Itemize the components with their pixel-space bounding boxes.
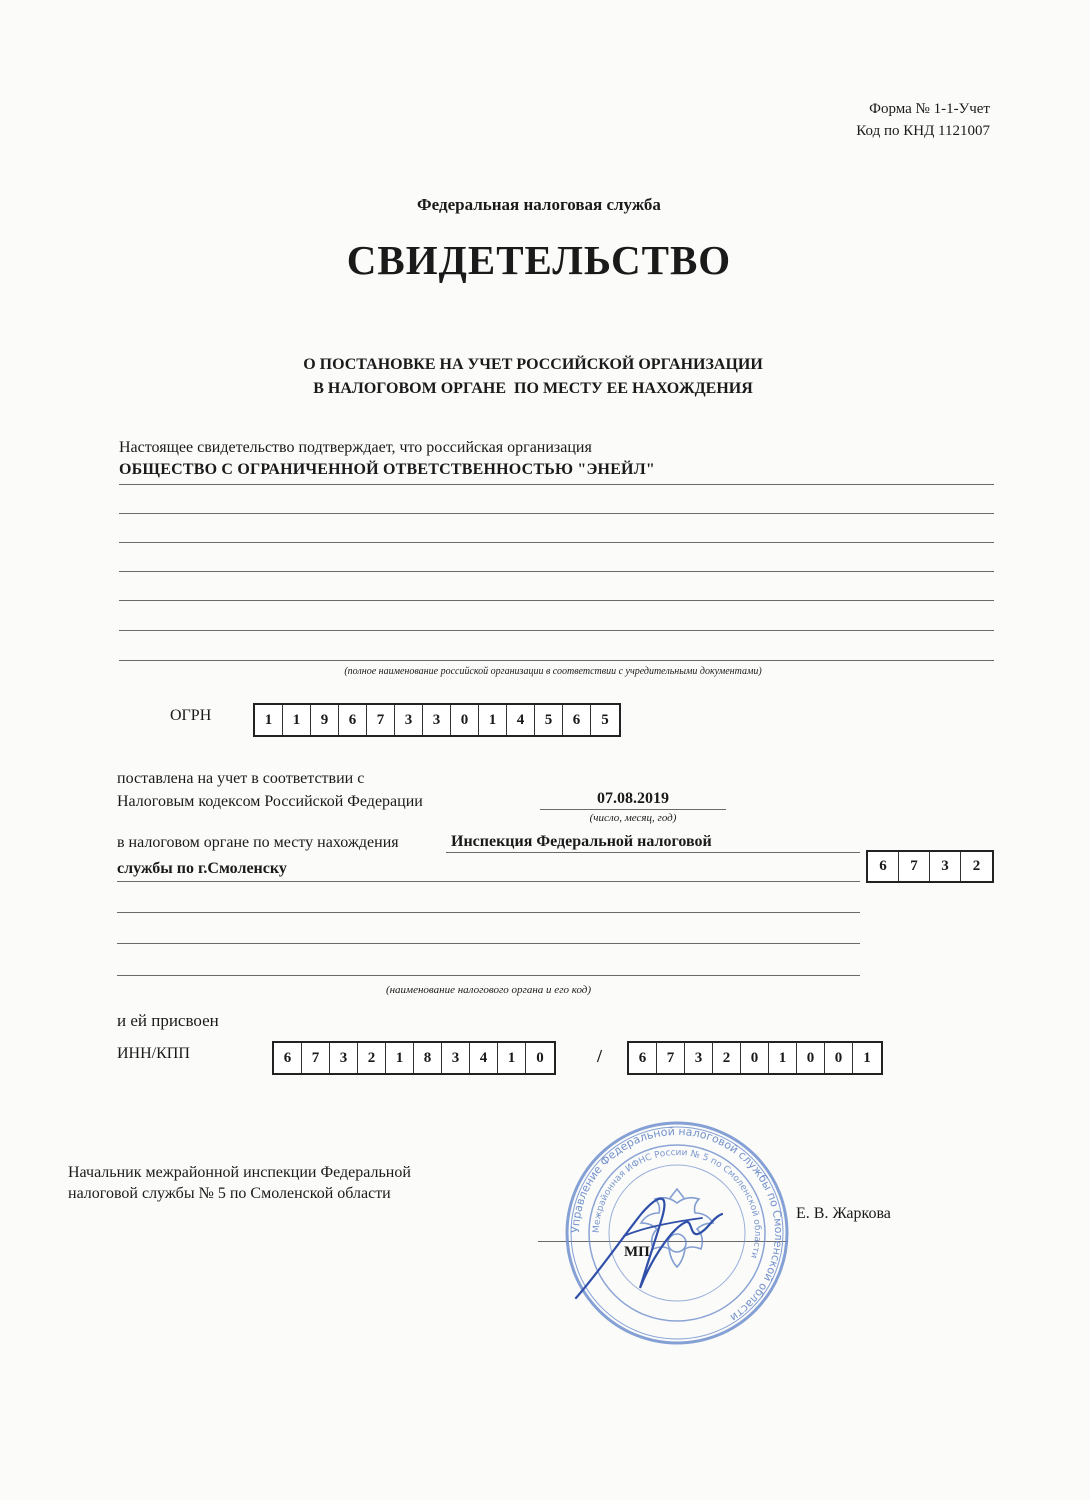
org-line-3: [119, 542, 994, 543]
kpp-digit: 0: [797, 1043, 825, 1073]
ogrn-digit: 5: [601, 711, 609, 728]
inn-digit: 4: [470, 1043, 498, 1073]
inn-digit: 3: [330, 1043, 358, 1073]
document-subtitle: [0, 353, 1066, 401]
org-line-2: [119, 513, 994, 514]
kpp-digit: 0: [825, 1043, 853, 1073]
authority-code-digit: 7: [899, 852, 930, 881]
subtitle-line-1: О ПОСТАНОВКЕ НА УЧЕТ РОССИЙСКОЙ ОРГАНИЗАЦИИ: [303, 356, 763, 373]
ogrn-digit: 3: [423, 705, 451, 735]
position-line-2: налоговой службы № 5 по Смоленской области: [68, 1185, 391, 1202]
org-line-4: [119, 571, 994, 572]
inn-digit: 8: [414, 1043, 442, 1073]
kpp-digit: 7: [657, 1043, 685, 1073]
ogrn-digit: 0: [451, 705, 479, 735]
kpp-digit: 0: [741, 1043, 769, 1073]
ogrn-digit: 3: [395, 705, 423, 735]
kpp-digit: 6: [629, 1043, 657, 1073]
inn-digit: 1: [498, 1043, 526, 1073]
registered-line-2: Налоговым кодексом Российской Федерации: [117, 793, 423, 810]
kpp-digit: 2: [713, 1043, 741, 1073]
date-line: [540, 809, 726, 810]
ogrn-digit: 1: [283, 705, 311, 735]
ogrn-digit: 1: [255, 705, 283, 735]
inn-boxes: [272, 1041, 556, 1075]
position-line-1: Начальник межрайонной инспекции Федеральной: [68, 1164, 411, 1181]
date-note: (число, месяц, год): [589, 812, 677, 824]
authority-code-digit: 3: [930, 852, 961, 881]
inn-digit: 6: [274, 1043, 302, 1073]
signatory-name: Е. В. Жаркова: [796, 1205, 891, 1222]
authority-note: (наименование налогового органа и его код): [385, 984, 592, 996]
ogrn-digit: 9: [311, 705, 339, 735]
inn-digit: 2: [358, 1043, 386, 1073]
org-name-note: (полное наименование российской организации в соответствии с учредительными документами): [344, 666, 762, 677]
intro-text: Настоящее свидетельство подтверждает, что российская организация: [119, 439, 592, 456]
authority-code-boxes: [866, 850, 994, 883]
mp-mark: МП: [624, 1244, 650, 1260]
inn-kpp-separator: /: [597, 1046, 603, 1066]
org-line-1: [119, 484, 994, 485]
inn-digit: 0: [536, 1049, 544, 1066]
registration-date: 07.08.2019: [597, 790, 669, 807]
authority-line-4: [117, 943, 860, 944]
kpp-digit: 1: [769, 1043, 797, 1073]
authority-name-2: службы по г.Смоленску: [117, 860, 287, 877]
org-line-7: [119, 660, 994, 661]
authority-line-2: [117, 881, 860, 882]
svg-text:Межрайонная ИФНС России № 5 по: Межрайонная ИФНС России № 5 по Смоленской области: [591, 1147, 763, 1260]
ogrn-label: ОГРН: [170, 707, 212, 724]
subtitle-line-2: В НАЛОГОВОМ ОРГАНЕ ПО МЕСТУ ЕЕ НАХОЖДЕНИЯ: [313, 380, 753, 397]
authority-line-1: [446, 852, 860, 853]
document-title: СВИДЕТЕЛЬСТВО: [346, 237, 732, 283]
registered-line-1: поставлена на учет в соответствии с: [117, 770, 365, 787]
kpp-digit: 1: [863, 1049, 871, 1066]
official-seal-stamp: [562, 1118, 792, 1348]
kpp-boxes: [627, 1041, 883, 1075]
organization-name: ОБЩЕСТВО С ОГРАНИЧЕННОЙ ОТВЕТСТВЕННОСТЬЮ "ЭНЕЙЛ": [119, 461, 655, 478]
kpp-digit: 3: [685, 1043, 713, 1073]
agency-name: Федеральная налоговая служба: [417, 195, 661, 214]
ogrn-digit: 1: [479, 705, 507, 735]
inn-digit: 1: [386, 1043, 414, 1073]
svg-text:Управление Федеральной налогов: Управление Федеральной налоговой службы по Смоленской области: [568, 1124, 786, 1325]
authority-label: в налоговом органе по месту нахождения: [117, 834, 399, 851]
form-meta: [856, 98, 990, 142]
org-line-5: [119, 600, 994, 601]
ogrn-digit: 6: [339, 705, 367, 735]
ogrn-digit: 4: [507, 705, 535, 735]
assigned-text: и ей присвоен: [117, 1011, 219, 1030]
authority-line-5: [117, 975, 860, 976]
authority-code-digit: 2: [972, 858, 981, 874]
form-number: Форма № 1-1-Учет: [869, 101, 990, 117]
ogrn-digit: 5: [535, 705, 563, 735]
org-line-6: [119, 630, 994, 631]
inn-kpp-label: ИНН/КПП: [117, 1045, 190, 1062]
ogrn-digit: 6: [563, 705, 591, 735]
signatory-position: [68, 1162, 411, 1204]
ogrn-boxes: [253, 703, 621, 737]
authority-code-digit: 6: [868, 852, 899, 881]
inn-digit: 3: [442, 1043, 470, 1073]
knd-code: Код по КНД 1121007: [856, 123, 990, 139]
inn-digit: 7: [302, 1043, 330, 1073]
authority-line-3: [117, 912, 860, 913]
authority-name-1: Инспекция Федеральной налоговой: [451, 833, 712, 850]
ogrn-digit: 7: [367, 705, 395, 735]
